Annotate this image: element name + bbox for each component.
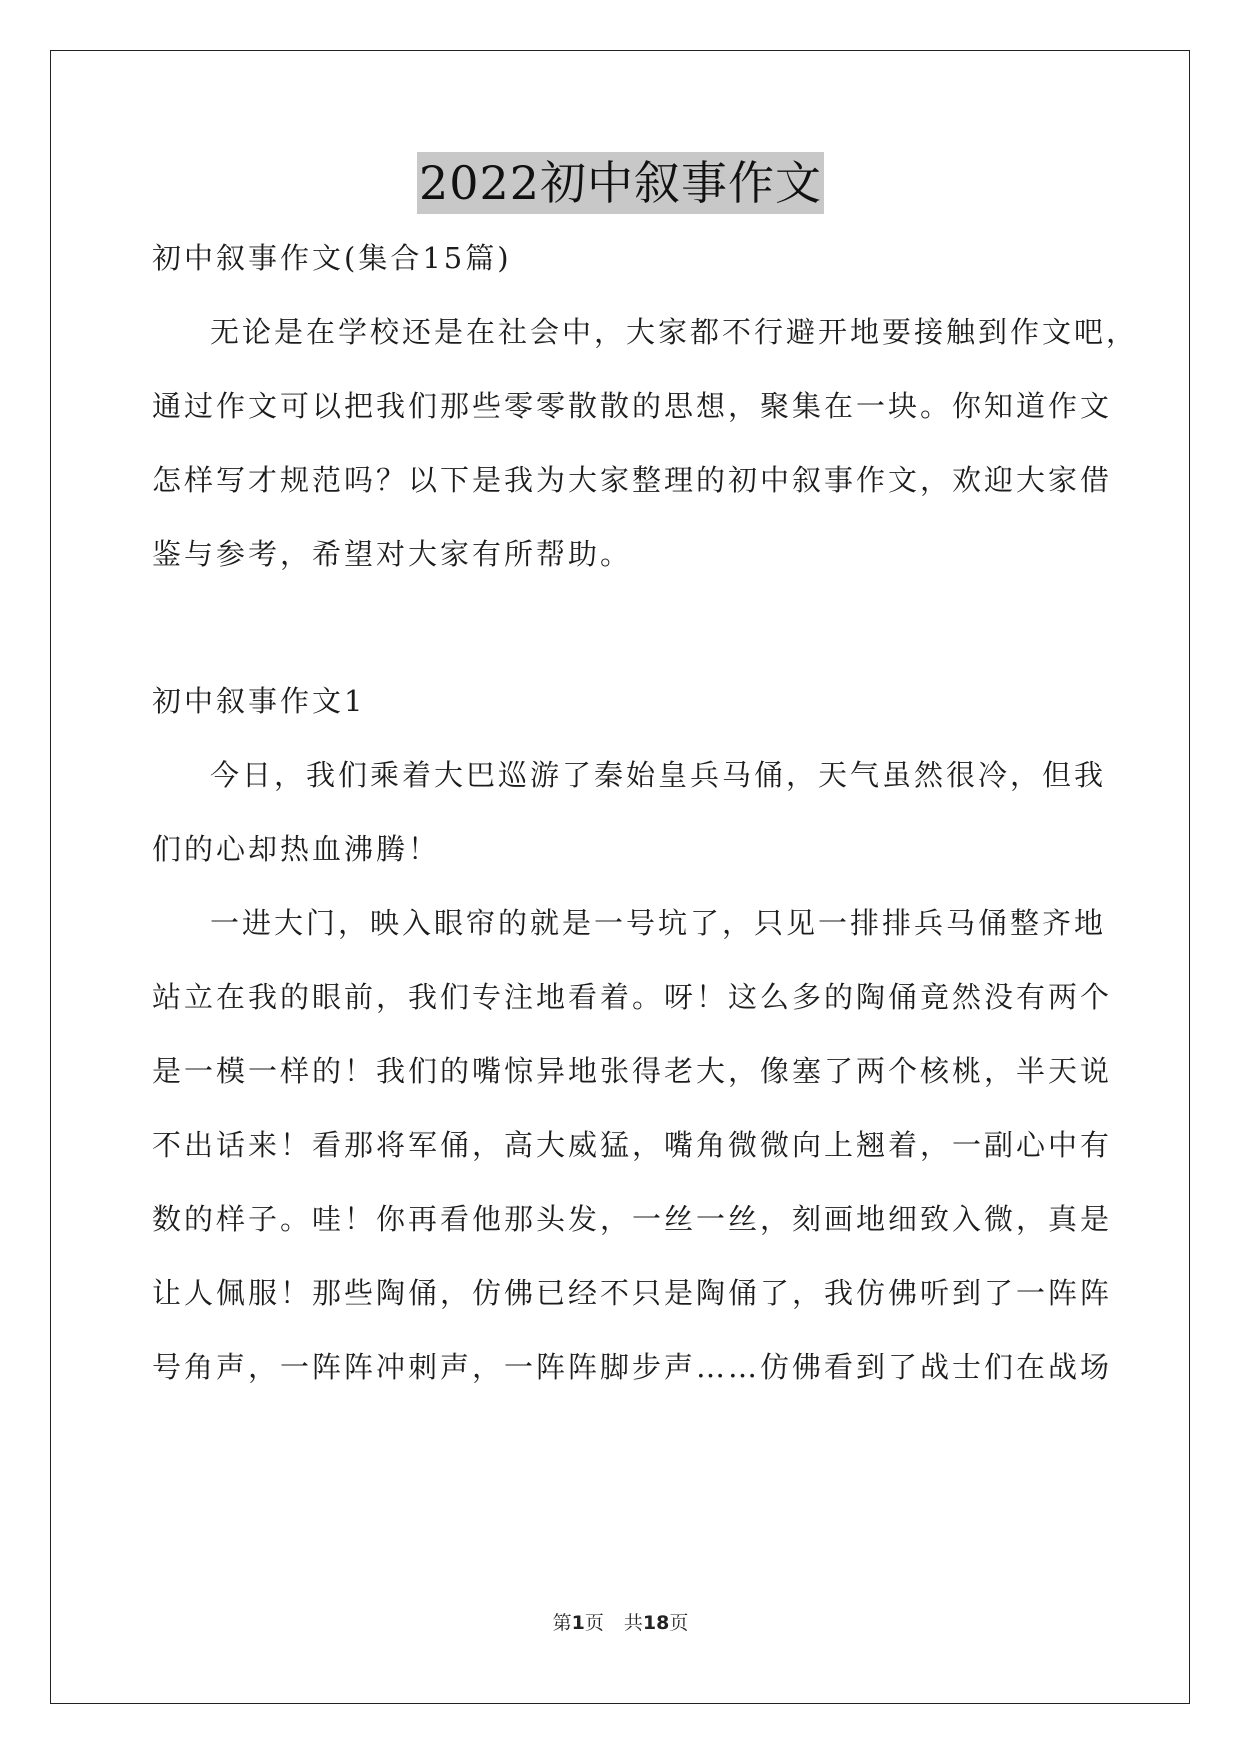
- total-prefix: 共: [623, 1612, 643, 1634]
- intro-line-4: 鉴与参考，希望对大家有所帮助。: [152, 537, 633, 571]
- section-heading: 初中叙事作文1: [152, 684, 366, 718]
- total-suffix: 页: [669, 1612, 689, 1634]
- document-subtitle: 初中叙事作文(集合15篇): [152, 241, 512, 275]
- page-prefix: 第: [552, 1612, 572, 1634]
- page-suffix: 页: [584, 1612, 604, 1634]
- para2-line-5: 数的样子。哇！你再看他那头发，一丝一丝，刻画地细致入微，真是: [152, 1202, 1113, 1236]
- para2-line-6: 让人佩服！那些陶俑，仿佛已经不只是陶俑了，我仿佛听到了一阵阵: [152, 1276, 1113, 1310]
- para1-line-1: 今日，我们乘着大巴巡游了秦始皇兵马俑，天气虽然很冷，但我: [210, 758, 1107, 792]
- para1-line-2: 们的心却热血沸腾！: [152, 832, 441, 866]
- page-total: 18: [642, 1612, 670, 1634]
- intro-line-3: 怎样写才规范吗？以下是我为大家整理的初中叙事作文，欢迎大家借: [152, 463, 1113, 497]
- page-border: [50, 50, 1190, 1704]
- para2-line-2: 站立在我的眼前，我们专注地看着。呀！这么多的陶俑竟然没有两个: [152, 980, 1113, 1014]
- page-current: 1: [571, 1612, 585, 1634]
- para2-line-4: 不出话来！看那将军俑，高大威猛，嘴角微微向上翘着，一副心中有: [152, 1128, 1113, 1162]
- para2-line-1: 一进大门，映入眼帘的就是一号坑了，只见一排排兵马俑整齐地: [210, 906, 1107, 940]
- document-title: 2022初中叙事作文: [417, 152, 824, 214]
- intro-line-2: 通过作文可以把我们那些零零散散的思想，聚集在一块。你知道作文: [152, 389, 1113, 423]
- page-footer: [0, 1610, 1241, 1636]
- intro-line-1: 无论是在学校还是在社会中，大家都不行避开地要接触到作文吧，: [210, 315, 1139, 349]
- para2-line-7: 号角声，一阵阵冲刺声，一阵阵脚步声……仿佛看到了战士们在战场: [152, 1350, 1113, 1384]
- para2-line-3: 是一模一样的！我们的嘴惊异地张得老大，像塞了两个核桃，半天说: [152, 1054, 1113, 1088]
- title-container: [0, 152, 1241, 214]
